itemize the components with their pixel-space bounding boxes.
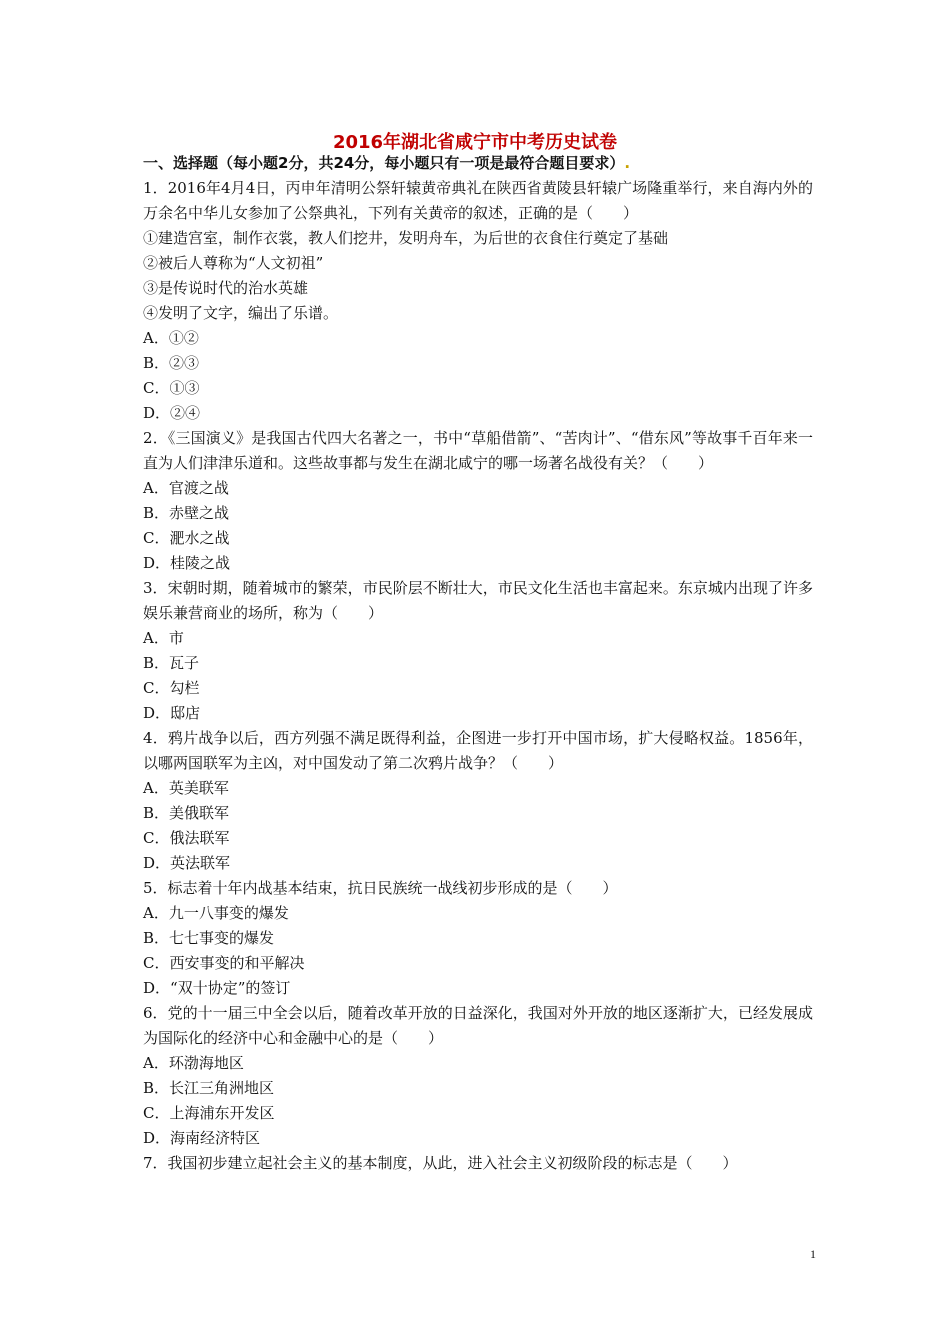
question-7 — [143, 1151, 813, 1176]
page-number: 1 — [810, 1247, 816, 1261]
option-c: C．俄法联军 — [143, 829, 230, 847]
option-c: C．①③ — [143, 379, 200, 397]
question-stem: 3．宋朝时期，随着城市的繁荣，市民阶层不断壮大，市民文化生活也丰富起来。东京城内出现了许多娱乐兼营商业的场所，称为（ ） — [143, 579, 813, 622]
option-a: A．市 — [143, 629, 184, 647]
option-d: D．桂陵之战 — [143, 554, 231, 572]
option-b: B．瓦子 — [143, 654, 200, 672]
statement: ③是传说时代的治水英雄 — [143, 279, 309, 297]
question-stem: 6．党的十一届三中全会以后，随着改革开放的日益深化，我国对外开放的地区逐渐扩大，已经发展成为国际化的经济中心和金融中心的是（ ） — [143, 1004, 813, 1047]
option-d: D．英法联军 — [143, 854, 231, 872]
question-stem: 5．标志着十年内战基本结束，抗日民族统一战线初步形成的是（ ） — [143, 879, 618, 897]
option-c: C．上海浦东开发区 — [143, 1104, 275, 1122]
page-title: 2016年湖北省咸宁市中考历史试卷 — [332, 132, 618, 153]
option-b: B．七七事变的爆发 — [143, 929, 275, 947]
option-a: A．环渤海地区 — [143, 1054, 244, 1072]
question-3 — [143, 576, 813, 726]
statement: ④发明了文字，编出了乐谱。 — [143, 304, 339, 322]
question-4 — [143, 726, 813, 876]
statement: ①建造宫室，制作衣裳，教人们挖井，发明舟车，为后世的衣食住行奠定了基础 — [143, 229, 669, 247]
question-stem: 1．2016年4月4日，丙申年清明公祭轩辕黄帝典礼在陕西省黄陵县轩辕广场隆重举行，来自海内外的万余名中华儿女参加了公祭典礼，下列有关黄帝的叙述，正确的是（ ） — [143, 179, 813, 222]
option-c: C．西安事变的和平解决 — [143, 954, 305, 972]
option-c: C．勾栏 — [143, 679, 200, 697]
option-d: D．海南经济特区 — [143, 1129, 261, 1147]
question-stem: 7．我国初步建立起社会主义的基本制度，从此，进入社会主义初级阶段的标志是（ ） — [143, 1154, 738, 1172]
option-b: B．长江三角洲地区 — [143, 1079, 275, 1097]
question-stem: 4．鸦片战争以后，西方列强不满足既得利益，企图进一步打开中国市场，扩大侵略权益。1856年，以哪两国联军为主凶，对中国发动了第二次鸦片战争？（ ） — [143, 729, 813, 772]
option-b: B．赤壁之战 — [143, 504, 230, 522]
option-d: D．②④ — [143, 404, 201, 422]
option-a: A．九一八事变的爆发 — [143, 904, 289, 922]
question-6 — [143, 1001, 813, 1151]
section-heading — [143, 152, 813, 174]
option-b: B．②③ — [143, 354, 200, 372]
question-2 — [143, 426, 813, 576]
option-d: D．邸店 — [143, 704, 201, 722]
option-d: D．“双十协定”的签订 — [143, 979, 291, 997]
option-b: B．美俄联军 — [143, 804, 230, 822]
option-a: A．官渡之战 — [143, 479, 229, 497]
section-label: 一、选择题（每小题2分，共24分，每小题只有一项是最符合题目要求） — [143, 154, 625, 172]
question-1 — [143, 176, 813, 426]
statement: ②被后人尊称为“人文初祖” — [143, 254, 324, 272]
option-a: A．①② — [143, 329, 199, 347]
option-c: C．淝水之战 — [143, 529, 230, 547]
question-stem: 2．《三国演义》是我国古代四大名著之一，书中“草船借箭”、“苦肉计”、“借东风”等故事千百年来一直为人们津津乐道和。这些故事都与发生在湖北咸宁的哪一场著名战役有关？（ ） — [143, 429, 813, 472]
question-5 — [143, 876, 813, 1001]
option-a: A．英美联军 — [143, 779, 229, 797]
section-dot: . — [624, 154, 631, 172]
exam-content — [143, 152, 813, 1176]
